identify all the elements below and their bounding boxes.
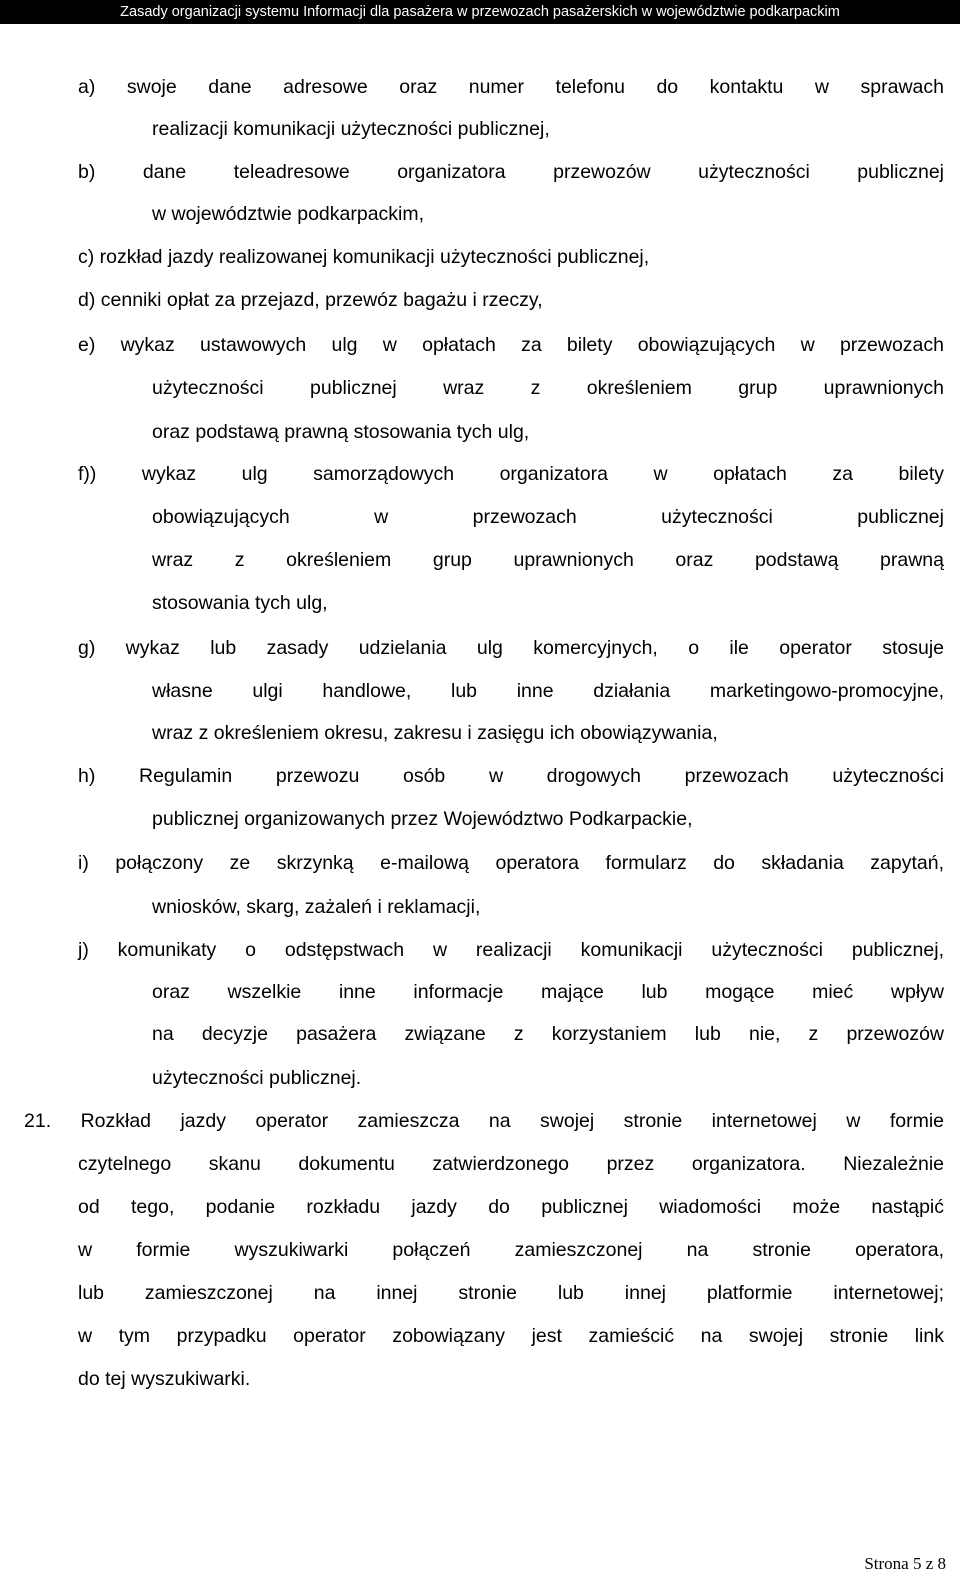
- body-line: e) wykaz ustawowych ulg w opłatach za bilety obowiązujących w przewozach: [78, 334, 944, 356]
- body-line: stosowania tych ulg,: [152, 592, 328, 614]
- body-line: lub zamieszczonej na innej stronie lub innej platformie internetowej;: [78, 1282, 944, 1304]
- body-line: j) komunikaty o odstępstwach w realizacji komunikacji użyteczności publicznej,: [78, 939, 944, 961]
- body-line: oraz wszelkie inne informacje mające lub mogące mieć wpływ: [152, 981, 944, 1003]
- body-line: użyteczności publicznej.: [152, 1067, 362, 1089]
- body-line: d) cenniki opłat za przejazd, przewóz bagażu i rzeczy,: [78, 289, 543, 311]
- body-line: wraz z określeniem okresu, zakresu i zasięgu ich obowiązywania,: [152, 722, 718, 744]
- body-line: od tego, podanie rozkładu jazdy do publicznej wiadomości może nastąpić: [78, 1196, 944, 1218]
- body-line: 21. Rozkład jazdy operator zamieszcza na swojej stronie internetowej w formie: [24, 1110, 944, 1132]
- body-line: użyteczności publicznej wraz z określeniem grup uprawnionych: [152, 377, 944, 399]
- body-line: w formie wyszukiwarki połączeń zamieszczonej na stronie operatora,: [78, 1239, 944, 1261]
- body-line: wniosków, skarg, zażaleń i reklamacji,: [152, 896, 481, 918]
- body-line: oraz podstawą prawną stosowania tych ulg,: [152, 421, 530, 443]
- body-line: na decyzje pasażera związane z korzystaniem lub nie, z przewozów: [152, 1023, 944, 1045]
- body-line: wraz z określeniem grup uprawnionych oraz podstawą prawną: [152, 549, 944, 571]
- body-line: w tym przypadku operator zobowiązany jest zamieścić na swojej stronie link: [78, 1325, 944, 1347]
- body-line: f)) wykaz ulg samorządowych organizatora w opłatach za bilety: [78, 463, 944, 485]
- body-line: i) połączony ze skrzynką e-mailową operatora formularz do składania zapytań,: [78, 852, 944, 874]
- body-line: g) wykaz lub zasady udzielania ulg komercyjnych, o ile operator stosuje: [78, 637, 944, 659]
- document-header: Zasady organizacji systemu Informacji dla pasażera w przewozach pasażerskich w województwie podkarpackim: [0, 0, 960, 24]
- body-line: h) Regulamin przewozu osób w drogowych przewozach użyteczności: [78, 765, 944, 787]
- body-line: w województwie podkarpackim,: [152, 203, 425, 225]
- body-line: realizacji komunikacji użyteczności publicznej,: [152, 118, 550, 140]
- body-line: publicznej organizowanych przez Województwo Podkarpackie,: [152, 808, 693, 830]
- body-line: własne ulgi handlowe, lub inne działania marketingowo-promocyjne,: [152, 680, 944, 702]
- body-line: obowiązujących w przewozach użyteczności publicznej: [152, 506, 944, 528]
- page-number: Strona 5 z 8: [864, 1554, 946, 1573]
- body-line: b) dane teleadresowe organizatora przewozów użyteczności publicznej: [78, 161, 944, 183]
- body-line: c) rozkład jazdy realizowanej komunikacji użyteczności publicznej,: [78, 246, 650, 268]
- body-line: czytelnego skanu dokumentu zatwierdzonego przez organizatora. Niezależnie: [78, 1153, 944, 1175]
- body-line: a) swoje dane adresowe oraz numer telefonu do kontaktu w sprawach: [78, 76, 944, 98]
- body-line: do tej wyszukiwarki.: [78, 1368, 251, 1390]
